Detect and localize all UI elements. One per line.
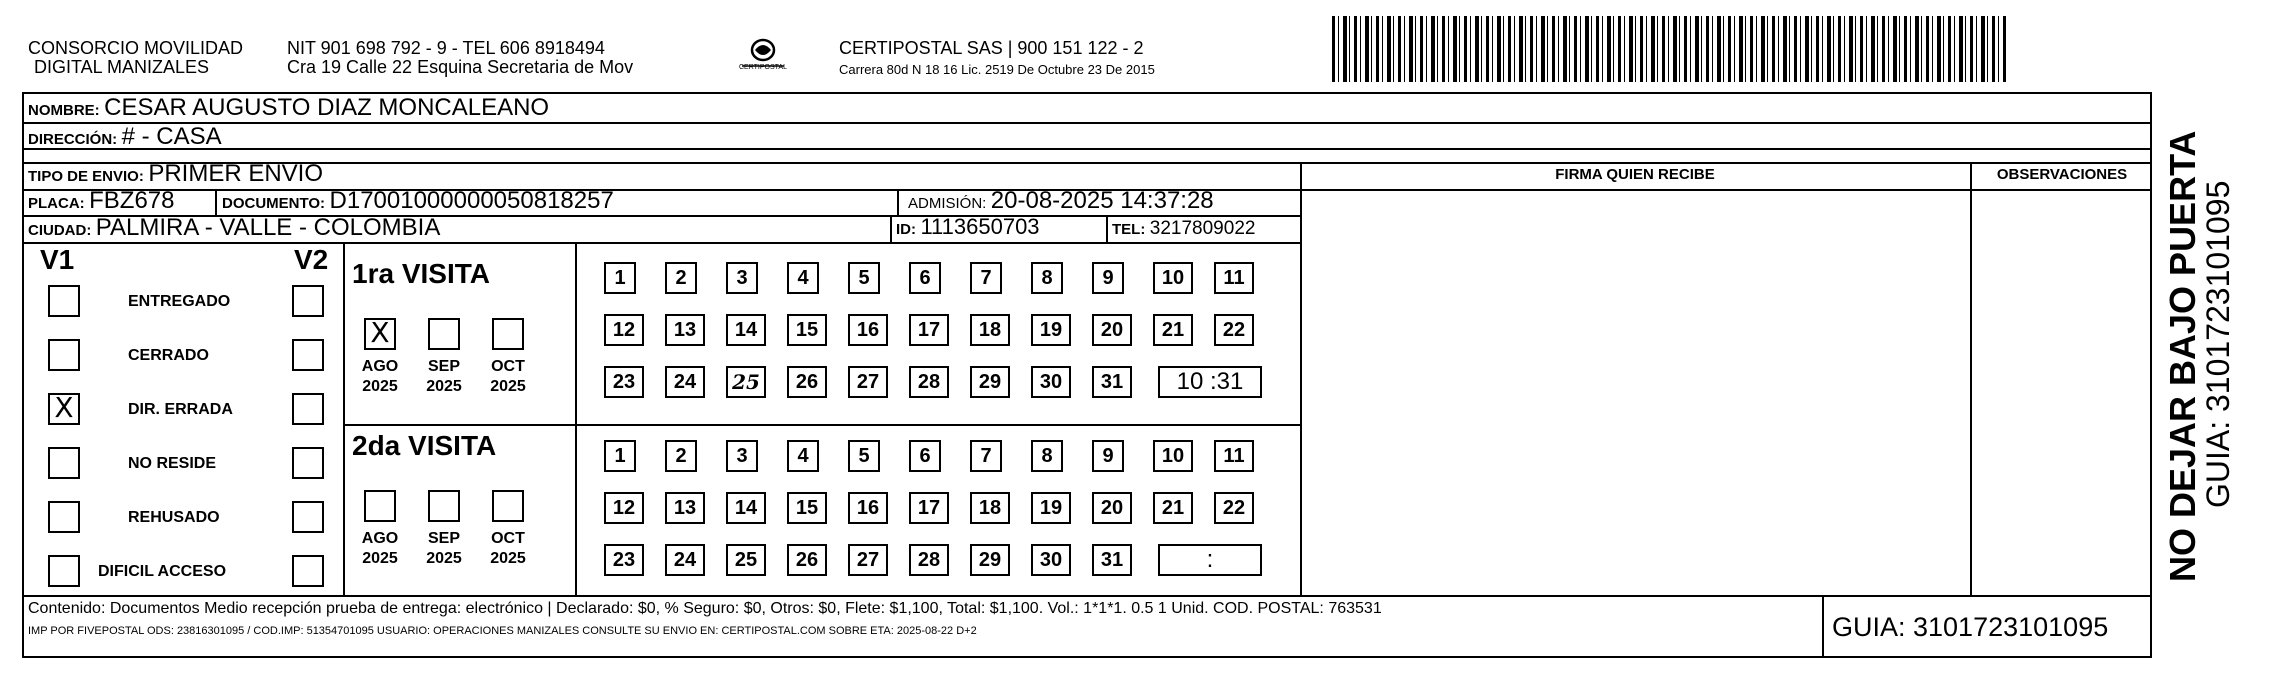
day-box[interactable]: 6 (909, 262, 941, 294)
check-mark: X (54, 391, 74, 424)
day-box[interactable]: 24 (665, 544, 705, 576)
admision-label: ADMISIÓN: (908, 195, 987, 212)
day-box[interactable]: 29 (970, 366, 1010, 398)
month-label: SEP (427, 358, 460, 375)
v2-checkbox[interactable] (292, 447, 324, 479)
company-name-line2: DIGITAL MANIZALES (34, 57, 210, 77)
day-box[interactable]: 21 (1153, 492, 1193, 524)
day-box[interactable]: 11 (1214, 262, 1254, 294)
time-box[interactable]: 10 :31 (1158, 366, 1262, 398)
year-label: 2025 (362, 550, 398, 567)
row-divider (22, 122, 2152, 124)
month-checkbox[interactable] (428, 318, 460, 350)
nombre-value: CESAR AUGUSTO DIAZ MONCALEANO (104, 94, 550, 121)
day-box[interactable]: 28 (909, 366, 949, 398)
documento-label: DOCUMENTO: (222, 195, 326, 212)
day-box[interactable]: 14 (726, 314, 766, 346)
day-box[interactable]: 5 (848, 440, 880, 472)
no-dejar-bajo-puerta: NO DEJAR BAJO PUERTA (2162, 130, 2203, 582)
tel-label: TEL: (1112, 221, 1146, 238)
row-divider (22, 242, 1300, 244)
day-box[interactable]: 10 (1153, 262, 1193, 294)
v1-checkbox[interactable] (48, 393, 80, 425)
day-box[interactable]: 3 (726, 440, 758, 472)
placa-row (28, 187, 175, 215)
day-box[interactable]: 13 (665, 492, 705, 524)
month-checkbox[interactable] (492, 318, 524, 350)
check-mark: X (370, 316, 390, 349)
v2-checkbox[interactable] (292, 393, 324, 425)
day-box[interactable]: 11 (1214, 440, 1254, 472)
day-box[interactable]: 16 (848, 314, 888, 346)
contenido-line: Contenido: Documentos Medio recepción prueba de entrega: electrónico | Declarado: $0, % Seguro: $0, Otros: $0, Flete: $1,100, Total: $1,100. Vol.: 1*1*1. 0.5 1 Unid. COD. POSTAL: 763531 (28, 600, 1382, 617)
nombre-label: NOMBRE: (28, 102, 100, 119)
status-label: REHUSADO (128, 509, 220, 526)
admision-value: 20-08-2025 14:37:28 (990, 187, 1214, 214)
day-box[interactable]: 20 (1092, 492, 1132, 524)
time-box[interactable]: : (1158, 544, 1262, 576)
day-box[interactable]: 28 (909, 544, 949, 576)
month-label: AGO (361, 358, 399, 375)
tel-value: 3217809022 (1149, 218, 1256, 239)
v2-checkbox[interactable] (292, 285, 324, 317)
v1-checkbox[interactable] (48, 285, 80, 317)
documento-value: D17001000000050818257 (329, 187, 614, 214)
v1-checkbox[interactable] (48, 555, 80, 587)
day-box[interactable]: 26 (787, 544, 827, 576)
day-box[interactable]: 4 (787, 440, 819, 472)
day-box[interactable]: 21 (1153, 314, 1193, 346)
year-label: 2025 (426, 550, 462, 567)
day-box[interactable]: 30 (1031, 544, 1071, 576)
month-label: AGO (361, 530, 399, 547)
visit2-title: 2da VISITA (352, 430, 497, 461)
day-box[interactable]: 8 (1031, 440, 1063, 472)
day-box[interactable]: 30 (1031, 366, 1071, 398)
day-box[interactable]: 23 (604, 544, 644, 576)
row-divider (22, 595, 2152, 597)
v2-checkbox[interactable] (292, 339, 324, 371)
visit1-title: 1ra VISITA (352, 258, 490, 289)
direccion-row (28, 123, 222, 151)
col-divider (1970, 162, 1972, 595)
direccion-label: DIRECCIÓN: (28, 131, 118, 148)
guia-footer: GUIA: 3101723101095 (1832, 612, 2109, 642)
row-divider (22, 162, 2152, 164)
v2-label: V2 (294, 244, 329, 275)
status-label: DIFICIL ACCESO (98, 563, 227, 580)
ciudad-value: PALMIRA - VALLE - COLOMBIA (95, 214, 441, 241)
day-box[interactable]: 16 (848, 492, 888, 524)
day-box[interactable]: 6 (909, 440, 941, 472)
day-box[interactable]: 31 (1092, 366, 1132, 398)
day-box[interactable]: 7 (970, 440, 1002, 472)
documento-row (222, 187, 614, 215)
day-box[interactable]: 12 (604, 314, 644, 346)
day-box[interactable]: 20 (1092, 314, 1132, 346)
day-box[interactable]: 12 (604, 492, 644, 524)
certipostal-line2: Carrera 80d N 18 16 Lic. 2519 De Octubre 23 De 2015 (839, 62, 1155, 77)
day-box[interactable]: 13 (665, 314, 705, 346)
day-box[interactable]: 27 (848, 366, 888, 398)
status-label: CERRADO (128, 347, 209, 364)
direccion-value: # - CASA (121, 123, 222, 150)
year-label: 2025 (426, 378, 462, 395)
day-box[interactable]: 8 (1031, 262, 1063, 294)
ciudad-row (28, 214, 440, 242)
admision-row (908, 187, 1214, 215)
day-box[interactable]: 9 (1092, 440, 1124, 472)
day-box[interactable]: 2 (665, 440, 697, 472)
v2-checkbox[interactable] (292, 501, 324, 533)
col-divider (215, 189, 217, 215)
day-box[interactable]: 22 (1214, 314, 1254, 346)
day-box[interactable]: 18 (970, 492, 1010, 524)
day-box[interactable]: 2 (665, 262, 697, 294)
v1-label: V1 (40, 244, 75, 275)
placa-label: PLACA: (28, 195, 85, 212)
day-box[interactable]: 25 (726, 544, 766, 576)
firma-label: FIRMA QUIEN RECIBE (1555, 166, 1715, 183)
placa-value: FBZ678 (89, 187, 175, 214)
day-box[interactable]: 14 (726, 492, 766, 524)
month-label: OCT (491, 358, 525, 375)
day-box[interactable]: 5 (848, 262, 880, 294)
row-divider (1300, 189, 2152, 191)
id-value: 1113650703 (920, 214, 1040, 239)
day-box[interactable]: 24 (665, 366, 705, 398)
day-box[interactable]: 10 (1153, 440, 1193, 472)
year-label: 2025 (490, 550, 526, 567)
status-label: NO RESIDE (128, 455, 217, 472)
col-divider (575, 242, 577, 595)
day-box[interactable]: 17 (909, 492, 949, 524)
col-divider (890, 215, 892, 242)
day-box[interactable]: 15 (787, 314, 827, 346)
day-box[interactable]: 31 (1092, 544, 1132, 576)
row-divider (22, 148, 2152, 150)
observaciones-label: OBSERVACIONES (1996, 166, 2128, 183)
imp-line: IMP POR FIVEPOSTAL ODS: 23816301095 / COD.IMP: 51354701095 USUARIO: OPERACIONES MANIZALES CONSULTE SU ENVIO EN: CERTIPOSTAL.COM SOBRE ETA: 2025-08-22 D+2 (28, 625, 977, 637)
day-box[interactable]: 7 (970, 262, 1002, 294)
nombre-row (28, 94, 549, 122)
v1-checkbox[interactable] (48, 501, 80, 533)
day-box[interactable]: 22 (1214, 492, 1254, 524)
address-line: Cra 19 Calle 22 Esquina Secretaria de Mov (287, 57, 634, 77)
col-divider (1300, 162, 1302, 595)
day-box[interactable]: 3 (726, 262, 758, 294)
day-box[interactable]: 19 (1031, 492, 1071, 524)
certipostal-logo (738, 34, 788, 82)
v1-checkbox[interactable] (48, 447, 80, 479)
month-checkbox[interactable] (364, 490, 396, 522)
ciudad-label: CIUDAD: (28, 222, 92, 239)
day-box[interactable]: 1 (604, 262, 636, 294)
col-divider (343, 242, 345, 595)
month-checkbox[interactable] (364, 318, 396, 350)
day-box[interactable]: 19 (1031, 314, 1071, 346)
year-label: 2025 (362, 378, 398, 395)
day-box[interactable]: 25 (726, 366, 766, 398)
v2-checkbox[interactable] (292, 555, 324, 587)
id-row (896, 214, 1040, 240)
nit-line: NIT 901 698 792 - 9 - TEL 606 8918494 (287, 38, 605, 58)
status-label: ENTREGADO (128, 293, 231, 310)
month-checkbox[interactable] (492, 490, 524, 522)
year-label: 2025 (490, 378, 526, 395)
tipo-label: TIPO DE ENVIO: (28, 168, 144, 185)
day-box[interactable]: 18 (970, 314, 1010, 346)
day-box[interactable]: 1 (604, 440, 636, 472)
col-divider (1822, 595, 1824, 658)
day-box[interactable]: 27 (848, 544, 888, 576)
day-box[interactable]: 9 (1092, 262, 1124, 294)
col-divider (1106, 215, 1108, 242)
company-name-line1: CONSORCIO MOVILIDAD (28, 38, 244, 58)
day-box[interactable]: 17 (909, 314, 949, 346)
id-label: ID: (896, 221, 916, 238)
day-box[interactable]: 26 (787, 366, 827, 398)
day-box[interactable]: 23 (604, 366, 644, 398)
day-box[interactable]: 29 (970, 544, 1010, 576)
day-box[interactable]: 4 (787, 262, 819, 294)
month-checkbox[interactable] (428, 490, 460, 522)
logo-text: CERTIPOSTAL (739, 64, 787, 71)
tel-row (1112, 218, 1255, 240)
month-label: SEP (427, 530, 460, 547)
tipo-row (28, 160, 323, 188)
tipo-value: PRIMER ENVIO (148, 160, 324, 187)
v1-checkbox[interactable] (48, 339, 80, 371)
barcode (1332, 16, 2006, 82)
certipostal-line1: CERTIPOSTAL SAS | 900 151 122 - 2 (839, 38, 1144, 58)
day-box[interactable]: 15 (787, 492, 827, 524)
col-divider (897, 189, 899, 215)
side-guia: GUIA: 3101723101095 (2200, 180, 2236, 508)
visit-divider (343, 424, 1300, 426)
month-label: OCT (491, 530, 525, 547)
status-label: DIR. ERRADA (128, 401, 233, 418)
